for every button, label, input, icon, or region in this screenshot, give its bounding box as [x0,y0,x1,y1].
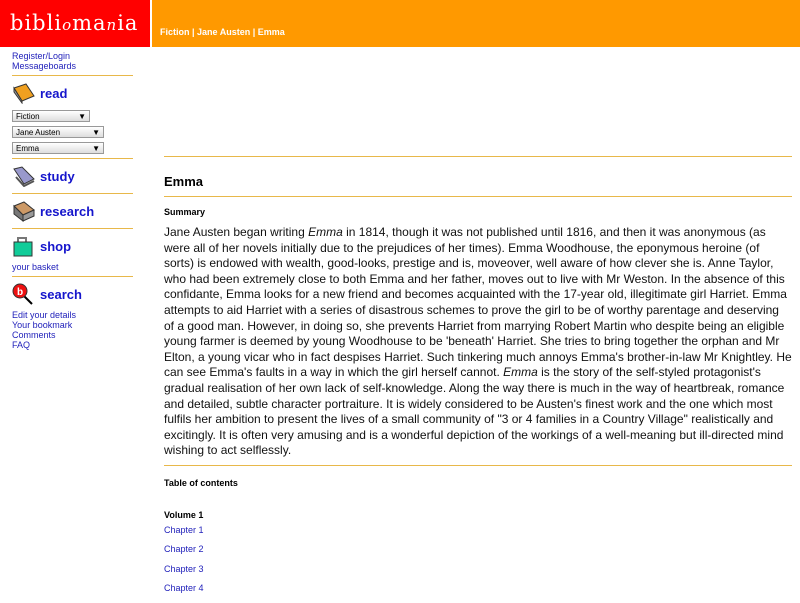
research-link[interactable]: research [40,203,95,219]
search-section[interactable] [12,281,133,307]
chapter-link[interactable]: Chapter 1 [164,524,204,535]
toc-heading: Table of contents [164,477,238,488]
divider [12,193,133,194]
chapter-link[interactable]: Chapter 2 [164,544,204,555]
breadcrumb: Fiction | Jane Austen | Emma [152,0,800,47]
divider [164,156,792,157]
register-login-link[interactable]: Register/Login [12,51,71,61]
messageboards-link[interactable]: Messageboards [12,61,77,71]
chapter-list [164,525,792,603]
shop-section[interactable] [12,233,133,259]
divider [164,196,792,197]
book-icon [12,82,36,104]
category-select[interactable]: Fiction ▼ [12,110,90,122]
chevron-down-icon: ▼ [92,144,100,153]
chapter-link[interactable]: Chapter 3 [164,563,204,574]
research-book-icon [12,200,36,222]
chevron-down-icon: ▼ [78,112,86,121]
bookmark-link[interactable]: Your bookmark [12,320,73,330]
author-select[interactable]: Jane Austen ▼ [12,126,104,138]
divider [12,75,133,76]
faq-link[interactable]: FAQ [12,340,31,350]
comments-link[interactable]: Comments [12,330,56,340]
chapter-link[interactable]: Chapter 4 [164,583,204,594]
svg-text:b: b [17,287,24,298]
main-content [164,156,792,603]
read-link[interactable]: read [40,85,68,101]
read-section[interactable] [12,80,133,106]
page-title: Emma [164,174,204,189]
book-select[interactable]: Emma ▼ [12,142,104,154]
divider [164,465,792,466]
study-book-icon [12,165,36,187]
shop-link[interactable]: shop [40,238,72,254]
edit-details-link[interactable]: Edit your details [12,310,77,320]
search-link[interactable]: search [40,286,82,302]
shopping-bag-icon [12,235,36,257]
your-basket-link[interactable]: your basket [12,262,59,272]
breadcrumb-author[interactable]: Jane Austen [197,27,251,37]
divider [12,158,133,159]
magnifier-search-icon [12,283,36,305]
study-link[interactable]: study [40,168,75,184]
breadcrumb-book[interactable]: Emma [257,27,285,37]
study-section[interactable] [12,163,133,189]
summary-text: Jane Austen began writing Emma in 1814, though it was not published until 1816, and then it was anonymous (as were all of her novels initially due to the prejudices of her times). Emma Woodhouse, the eponymous heroine (of sorts) is endowed with wealth, good-looks, prestige and is, moveover, well aware of how clever she is. Anne Taylor, who had been extremely close to both Emma and her father, moves out to live with Mr Weston. In the absence of this confidante, Emma looks for a new friend and becomes acquainted with the 17-year old, illegitimate girl Harriet. Emma attempts to aid Harriet with a series of disastrous schemes to prove the girl to be of worthy parentage and deserving of a good man. However, in doing so, she prevents Harriet from marrying Robert Martin who despite being an eligible young farmer is deemed by young Woodhouse to be 'beneath' Harriet. She tries to bring together the orphan and Mr Elton, a young vicar who in fact despises Harriet. Such tinkering much annoys Emma's brother-in-law Mr Knightley. He can see Emma's faults in a way in which the girl herself cannot. Emma is the story of the self-styled protagonist's gradual realisation of her own lack of self-knowledge. Along the way there is much in the way of heartbreak, romance and detailed, subtle character portraiture. It is widely considered to be Austen's finest work and the one which most fulfils her ambition to present the lives of a small community of "3 or 4 families in a Country Village" realistically and excitingly. It is often very amusing and is a wonderful depiction of the workings of a well-meaning but ill-directed mind wishing to act selflessly. [164,225,792,458]
summary-heading: Summary [164,207,206,217]
volume-heading: Volume 1 [164,509,204,520]
chevron-down-icon: ▼ [92,128,100,137]
divider [12,228,133,229]
divider [12,276,133,277]
bibliomania-logo[interactable]: bibliomania [0,0,150,47]
sidebar [12,51,133,350]
research-section[interactable] [12,198,133,224]
breadcrumb-fiction[interactable]: Fiction [160,27,190,37]
